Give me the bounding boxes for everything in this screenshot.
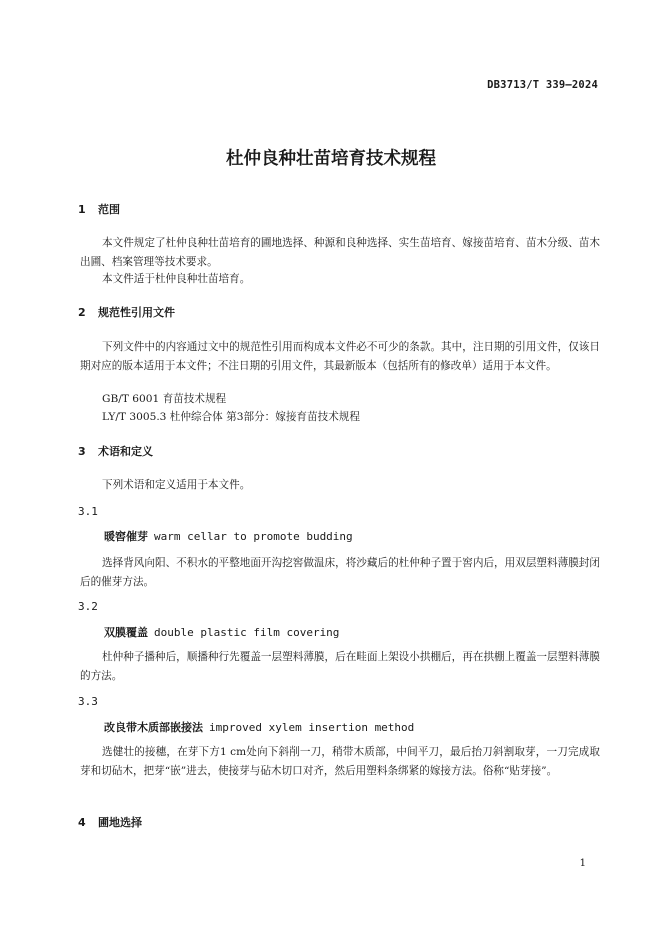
section-title: 规范性引用文件 bbox=[98, 306, 175, 319]
section-4-heading bbox=[78, 814, 142, 830]
reference-item: LY/T 3005.3 杜仲综合体 第3部分：嫁接育苗技术规程 bbox=[102, 411, 360, 423]
section-number: 4 bbox=[78, 816, 86, 829]
term-number: 3.1 bbox=[78, 505, 98, 518]
term-heading bbox=[104, 528, 353, 544]
term-english: warm cellar to promote budding bbox=[154, 530, 353, 543]
terms-intro: 下列术语和定义适用于本文件。 bbox=[102, 479, 251, 491]
term-english: double plastic film covering bbox=[154, 626, 340, 639]
section-2-heading bbox=[78, 304, 175, 320]
term-number: 3.3 bbox=[78, 695, 98, 708]
term-definition: 选健壮的接穗，在芽下方1 cm处向下斜削一刀，稍带木质部，中间平刀，最后抬刀斜割取芽，一刀完成取芽和切砧木，把芽“嵌”进去，使接芽与砧木切口对齐，然后用塑料条绑紧的嫁接方法。俗称“贴芽接”。 bbox=[80, 746, 600, 777]
section-number: 2 bbox=[78, 306, 86, 319]
section-title: 范围 bbox=[98, 203, 120, 216]
document-title: 杜仲良种壮苗培育技术规程 bbox=[226, 149, 436, 169]
scope-paragraph: 本文件规定了杜仲良种壮苗培育的圃地选择、种源和良种选择、实生苗培育、嫁接苗培育、苗木分级、苗木出圃、档案管理等技术要求。 bbox=[80, 237, 600, 268]
term-heading bbox=[104, 624, 339, 640]
page-number: 1 bbox=[579, 858, 586, 869]
section-title: 圃地选择 bbox=[98, 816, 142, 829]
term-english: improved xylem insertion method bbox=[209, 721, 415, 734]
section-number: 3 bbox=[78, 445, 86, 458]
term-heading bbox=[104, 719, 414, 735]
reference-item: GB/T 6001 育苗技术规程 bbox=[102, 393, 227, 405]
term-chinese: 双膜覆盖 bbox=[104, 626, 148, 639]
term-definition: 杜仲种子播种后，顺播种行先覆盖一层塑料薄膜，后在畦面上架设小拱棚后，再在拱棚上覆盖一层塑料薄膜的方法。 bbox=[80, 651, 600, 682]
term-number: 3.2 bbox=[78, 600, 98, 613]
section-number: 1 bbox=[78, 203, 86, 216]
section-3-heading bbox=[78, 443, 153, 459]
term-chinese: 暖窖催芽 bbox=[104, 530, 148, 543]
standard-code: DB3713/T 339—2024 bbox=[487, 79, 598, 91]
section-title: 术语和定义 bbox=[98, 445, 153, 458]
term-chinese: 改良带木质部嵌接法 bbox=[104, 721, 203, 734]
term-definition: 选择背风向阳、不积水的平整地面开沟挖窖做温床，将沙藏后的杜仲种子置于窖内后，用双层塑料薄膜封闭后的催芽方法。 bbox=[80, 557, 600, 588]
section-1-heading bbox=[78, 201, 120, 217]
references-paragraph: 下列文件中的内容通过文中的规范性引用而构成本文件必不可少的条款。其中，注日期的引用文件，仅该日期对应的版本适用于本文件；不注日期的引用文件，其最新版本（包括所有的修改单）适用于本文件。 bbox=[80, 341, 600, 372]
scope-applicability: 本文件适于杜仲良种壮苗培育。 bbox=[102, 273, 251, 285]
